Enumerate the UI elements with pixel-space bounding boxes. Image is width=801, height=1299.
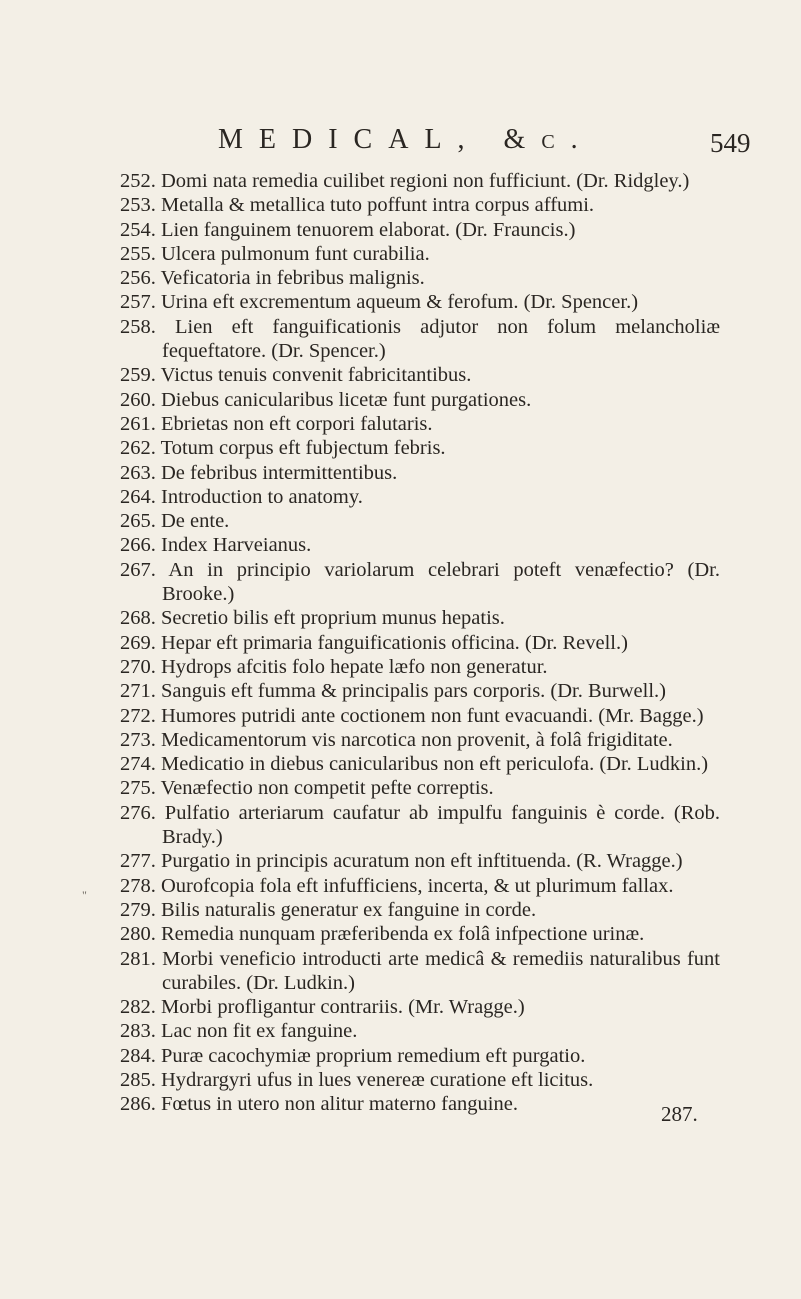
list-item: 286. Fœtus in utero non alitur materno fanguine. [120, 1093, 518, 1116]
list-item: 284. Puræ cacochymiæ proprium remedium eft purgatio. [120, 1044, 586, 1067]
list-item: 268. Secretio bilis eft proprium munus hepatis. [120, 607, 505, 630]
list-item: 273. Medicamentorum vis narcotica non provenit, à folâ frigiditate. [120, 728, 673, 751]
page-header [0, 124, 801, 164]
list-item: 270. Hydrops afcitis folo hepate læfo non generatur. [120, 655, 548, 678]
list-item: 264. Introduction to anatomy. [120, 485, 363, 508]
list-item: 272. Humores putridi ante coctionem non funt evacuandi. (Mr. Bagge.) [120, 704, 704, 727]
page-number: 549 [710, 128, 751, 158]
list-item: 254. Lien fanguinem tenuorem elaborat. (Dr. Frauncis.) [120, 218, 576, 241]
list-item: 282. Morbi profligantur contrariis. (Mr. Wragge.) [120, 996, 525, 1019]
list-item: 277. Purgatio in principis acuratum non eft inftituenda. (R. Wragge.) [120, 850, 683, 873]
list-item: 279. Bilis naturalis generatur ex fanguine in corde. [120, 898, 537, 921]
list-item: 262. Totum corpus eft fubjectum febris. [120, 437, 446, 460]
list-item: 255. Ulcera pulmonum funt curabilia. [120, 242, 430, 265]
list-item: 271. Sanguis eft fumma & principalis pars corporis. (Dr. Burwell.) [120, 680, 666, 703]
list-item: 285. Hydrargyri ufus in lues venereæ curatione eft licitus. [120, 1068, 594, 1091]
catchword: 287. [661, 1102, 698, 1126]
list-item: 281. Morbi veneficio introducti arte medicâ & remediis naturalibus funt curabiles. (Dr. Ludkin.) [120, 947, 720, 994]
margin-mark: " [82, 888, 87, 902]
running-head: MEDICAL, &c. [218, 124, 594, 155]
list-item: 269. Hepar eft primaria fanguificationis officina. (Dr. Revell.) [120, 631, 628, 654]
list-item: 266. Index Harveianus. [120, 534, 312, 557]
entry-list [120, 169, 720, 1117]
list-item: 275. Venæfectio non competit pefte correptis. [120, 777, 494, 800]
list-item: 276. Pulfatio arteriarum caufatur ab impulfu fanguinis è corde. (Rob. Brady.) [120, 801, 720, 849]
list-item: 283. Lac non fit ex fanguine. [120, 1020, 358, 1043]
list-item: 265. De ente. [120, 510, 230, 533]
list-item: 280. Remedia nunquam præferibenda ex folâ infpectione urinæ. [120, 923, 645, 946]
list-item: 274. Medicatio in diebus canicularibus non eft periculofa. (Dr. Ludkin.) [120, 753, 709, 776]
list-item: 253. Metalla & metallica tuto poffunt intra corpus affumi. [120, 194, 595, 217]
list-item: 256. Veficatoria in febribus malignis. [120, 267, 425, 290]
list-item: 252. Domi nata remedia cuilibet regioni non fufficiunt. (Dr. Ridgley.) [120, 170, 690, 192]
list-item: 260. Diebus canicularibus licetæ funt purgationes. [120, 388, 532, 411]
list-item: 259. Victus tenuis convenit fabricitantibus. [120, 364, 472, 387]
list-item: 261. Ebrietas non eft corpori falutaris. [120, 412, 433, 435]
list-item: 278. Ourofcopia fola eft infufficiens, incerta, & ut plurimum fallax. [120, 874, 674, 897]
list-item: 263. De febribus intermittentibus. [120, 461, 398, 484]
list-item: 258. Lien eft fanguificationis adjutor non folum melancholiæ fequeftatore. (Dr. Spencer.) [120, 315, 720, 363]
list-item: 257. Urina eft excrementum aqueum & ferofum. (Dr. Spencer.) [120, 291, 639, 314]
list-item: 267. An in principio variolarum celebrari poteft venæfectio? (Dr. Brooke.) [120, 558, 720, 606]
